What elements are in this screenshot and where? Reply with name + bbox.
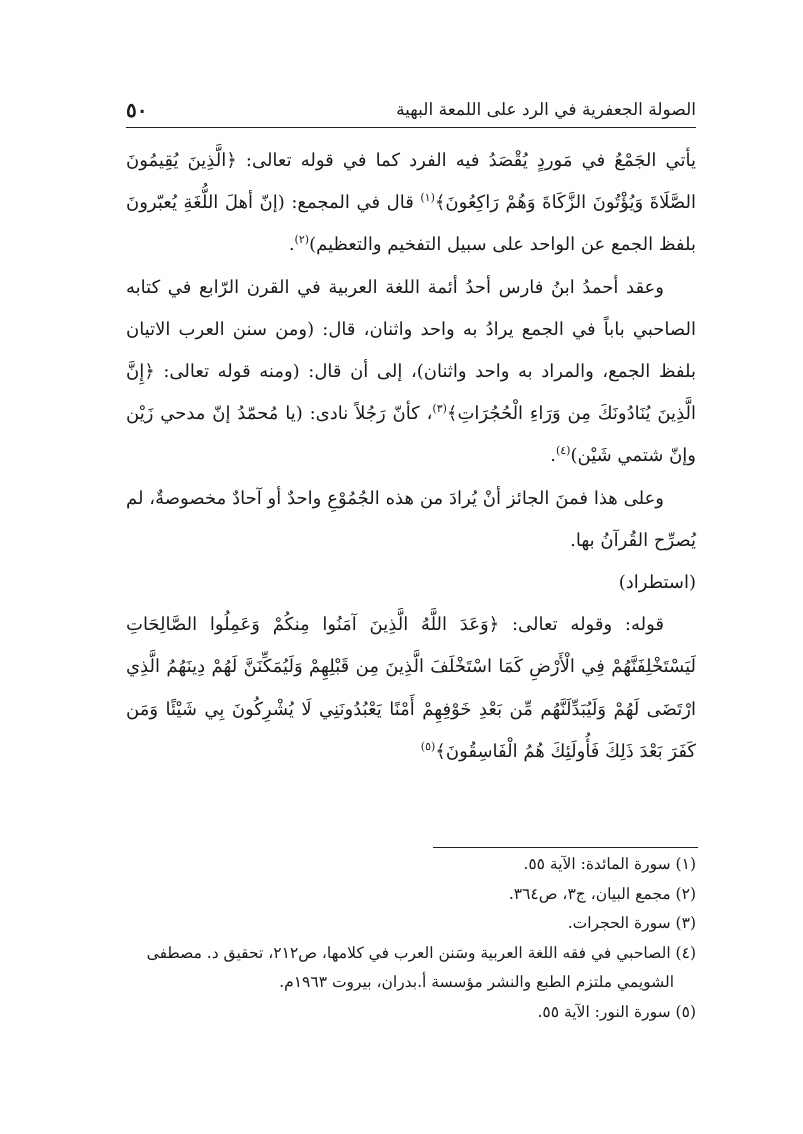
quran-verse: ﴿وَعَدَ اللَّهُ الَّذِينَ آمَنُوا مِنكُمْ وَعَمِلُوا الصَّالِحَاتِ لَيَسْتَخْلِفَنَّهُمْ فِي الْأَرْضِ كَمَا اسْتَخْلَفَ الَّذِينَ مِن قَبْلِهِمْ وَلَيُمَكِّنَنَّ لَهُمْ دِينَهُمُ الَّذِي ارْتَضَى لَهُمْ وَلَيُبَدِّلَنَّهُم مِّن بَعْدِ خَوْفِهِمْ أَمْنًا يَعْبُدُونَنِي لَا يُشْرِكُونَ بِي شَيْئًا وَمَن كَفَرَ بَعْدَ ذَلِكَ فَأُولَئِكَ هُمُ الْفَاسِقُونَ﴾ — [126, 614, 696, 762]
text-run: . — [550, 445, 556, 467]
section-heading: (استطراد) — [618, 572, 696, 594]
text-run: قوله: وقوله تعالى: — [499, 614, 664, 636]
header-divider — [126, 127, 696, 128]
footnotes — [126, 850, 696, 1028]
quran-verse: ﴿إِنَّ الَّذِينَ يُنَادُونَكَ مِن وَرَاءِ الْحُجُرَاتِ﴾ — [126, 361, 697, 425]
footnote-1: (١) سورة المائدة: الآية ٥٥. — [523, 855, 696, 873]
running-title: الصولة الجعفرية في الرد على اللمعة البهية — [396, 100, 696, 120]
text-run: وعقد أحمدُ ابنُ فارس أحدُ أئمة اللغة العربية في القرن الرّابع في كتابه الصاحبي باباً في الجمع يرادُ به واحد واثنان، قال: (ومن سنن العرب الاتيان بلفظ الجمع، والمراد به واحد واثنان)، إلى أن قال: (ومنه قوله تعالى: — [126, 276, 696, 383]
footnote-3: (٣) سورة الحجرات. — [567, 914, 696, 933]
text-run: يأتي الجَمْعُ في مَوردٍ يُقْصَدُ فيه الفرد كما في قوله تعالى: — [236, 150, 697, 171]
footnote-ref-4: (٤) — [555, 444, 571, 458]
text-run: قال في المجمع: (إنّ أهلَ اللُّغَةِ يُعبّرونَ بلفظ الجمع عن الواحد على سبيل التفخيم والتعظيم) — [126, 192, 696, 256]
footnote-4-continued: الشويمي ملتزم الطبع والنشر مؤسسة أ.بدران، بيروت ١٩٦٣م. — [279, 973, 674, 992]
running-header — [126, 96, 696, 126]
footnote-4: (٤) الصاحبي في فقه اللغة العربية وسَنن العرب في كلامها، ص٢١٢، تحقيق د. مصطفى — [146, 943, 696, 962]
footnote-2: (٢) مجمع البيان، ج٣، ص٣٦٤. — [508, 884, 696, 903]
footnote-ref-5: (٥) — [420, 739, 436, 753]
footnote-divider — [433, 847, 698, 848]
paragraph-3: وعلى هذا فمنَ الجائز أنْ يُرادَ من هذه الجُمُوْعِ واحدٌ أو آحادٌ مخصوصةٌ، لم يُصرِّح القُرآنُ بها. — [126, 487, 696, 551]
page-number: ٥٠ — [126, 98, 148, 122]
paragraph-1 — [126, 140, 696, 267]
text-run: ، كأنّ رَجُلاً نادى: (يا مُحمّدُ إنّ مدحي زَيْن وإنّ شتمي شَيْن) — [126, 403, 696, 467]
quran-verse: ﴿الَّذِينَ يُقِيمُونَ الصَّلَاةَ وَيُؤْتُونَ الزَّكَاةَ وَهُمْ رَاكِعُونَ﴾ — [126, 150, 696, 214]
paragraph-5 — [126, 604, 696, 773]
footnote-ref-3: (٣) — [432, 402, 447, 416]
text-run: . — [288, 234, 295, 256]
main-text — [126, 140, 696, 773]
footnote-5: (٥) سورة النور: الآية ٥٥. — [537, 1002, 696, 1021]
footnote-ref-1: (١) — [420, 191, 435, 205]
footnote-ref-2: (٢) — [294, 233, 310, 247]
paragraph-2 — [126, 267, 696, 478]
